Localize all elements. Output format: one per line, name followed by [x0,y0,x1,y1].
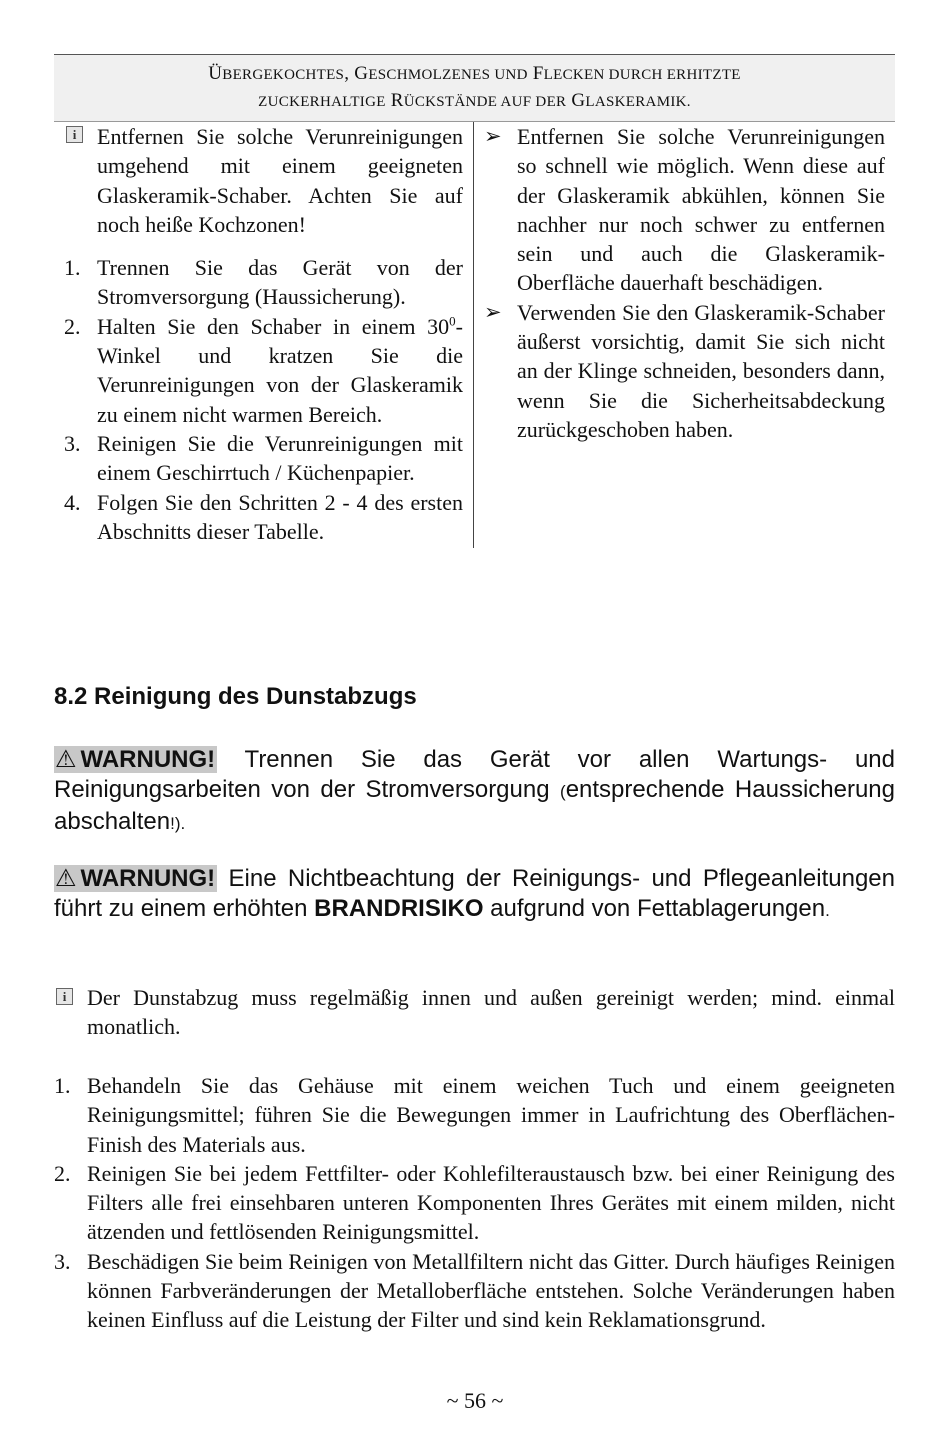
left-steps-list [54,253,473,546]
warning-2: ⚠ WARNUNG! Eine Nichtbeachtung der Reinigungs- und Pflegeanleitungen führt zu einem erhöhten BRANDRISIKO aufgrund von Fettablagerungen. [54,865,895,922]
warning-label: ⚠ WARNUNG! [55,746,216,773]
warning-label: ⚠ WARNUNG! [55,865,216,892]
section-heading: 8.2 Reinigung des Dunstabzugs [54,683,417,710]
list-item: 3. Beschädigen Sie beim Reinigen von Metallfiltern nicht das Gitter. Durch häufiges Reinigen können Farbveränderungen der Metalloberfläche entstehen. Solche Veränderungen haben keinen Einfluss auf die Leistung der Filter und sind kein Reklamationsgrund. [54,1248,895,1333]
list-item: 1. Trennen Sie das Gerät von der Stromversorgung (Haussicherung). [64,255,463,310]
cleaning-table [54,54,895,548]
warning-triangle-icon: ⚠ [55,865,77,892]
info-icon: i [66,126,83,143]
list-item: ➢ Entfernen Sie solche Verunreinigungen so schnell wie möglich. Wenn diese auf der Glaskeramik abkühlen, können Sie nachher nur noch schwer zu entfernen sein und auch die Glaskeramik-Oberfläche dauerhaft beschädigen. [484,124,885,296]
page-number: ~ 56 ~ [446,1388,504,1413]
arrow-bullet-icon: ➢ [484,124,502,148]
table-left-column [54,122,474,549]
info-icon: i [56,988,73,1005]
list-item: ➢ Verwenden Sie den Glaskeramik-Schaber äußerst vorsichtig, damit Sie sich nicht an der Klinge schneiden, besonders dann, wenn Sie die Sicherheitsabdeckung zurückgeschoben haben. [484,299,885,442]
table-header-line1: ÜBERGEKOCHTES, GESCHMOLZENES UND FLECKEN DURCH ERHITZTE [208,63,741,84]
table-header-line2: ZUCKERHALTIGE RÜCKSTÄNDE AUF DER GLASKERAMIK. [258,90,691,111]
info-note-text: Der Dunstabzug muss regelmäßig innen und außen gereinigt werden; mind. einmal monatlich. [87,985,895,1040]
table-header [54,55,895,122]
info-note-text: Entfernen Sie solche Verunreinigungen umgehend mit einem geeigneten Glaskeramik-Schaber. Achten Sie auf noch heiße Kochzonen! [97,124,463,237]
info-note [54,983,895,1042]
list-item: 2. Reinigen Sie bei jedem Fettfilter- oder Kohlefilteraustausch bzw. bei einer Reinigung des Filters alle frei einsehbaren unteren Komponenten Ihres Gerätes mit einem milden, nicht ätzenden und fettlösenden Reinigungsmittel. [54,1160,895,1245]
info-note [54,122,473,239]
list-item: 2. Halten Sie den Schaber in einem $30^0$-Winkel und kratzen Sie die Verunreinigungen von der Glaskeramik zu einem nicht warmen Bereich. [64,313,463,427]
list-item: 4. Folgen Sie den Schritten 2 - 4 des ersten Abschnitts dieser Tabelle. [64,489,463,544]
warning-triangle-icon: ⚠ [55,746,77,773]
list-item: 3. Reinigen Sie die Verunreinigungen mit einem Geschirrtuch / Küchenpapier. [64,430,463,486]
table-right-column [474,122,896,549]
right-bullets-list [474,122,895,444]
warning-1: ⚠ WARNUNG! Trennen Sie das Gerät vor allen Wartungs- und Reinigungsarbeiten von der Stromversorgung (entsprechende Haussicherung abschalten!). [54,746,895,835]
cleaning-steps-list [54,1071,895,1335]
arrow-bullet-icon: ➢ [484,299,502,324]
list-item: 1. Behandeln Sie das Gehäuse mit einem weichen Tuch und einem geeigneten Reinigungsmittel; führen Sie die Bewegungen immer in Laufrichtung des Oberflächen-Finish des Materials aus. [54,1073,895,1157]
